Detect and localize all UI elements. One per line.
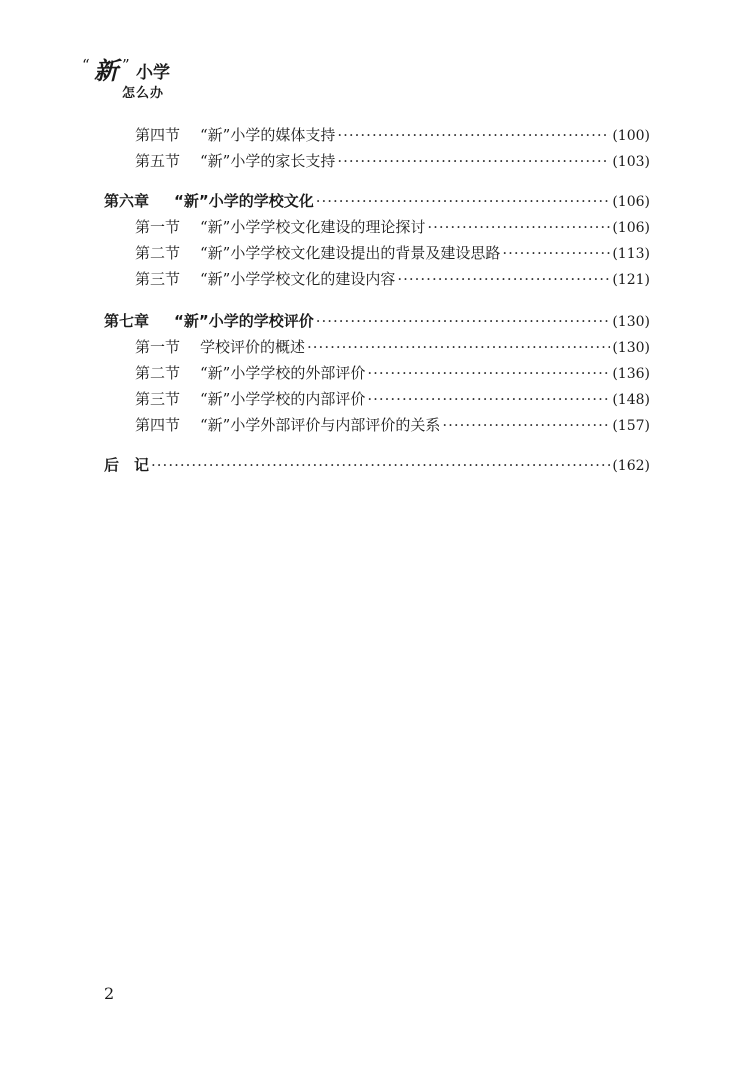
toc-leader-dots — [316, 188, 611, 214]
toc-afterword-page: (162) — [612, 458, 650, 474]
toc-chapter-title: “新”小学的学校评价 — [174, 312, 314, 330]
header-quote-open: “ — [82, 56, 90, 74]
toc-afterword[interactable] — [104, 452, 650, 478]
toc-entry-page: (157) — [612, 418, 650, 434]
toc-leader-dots — [367, 386, 610, 412]
toc-entry-page: (121) — [612, 272, 650, 288]
page-number: 2 — [104, 984, 115, 1003]
toc-leader-dots — [316, 308, 611, 334]
toc-entry-number: 第四节 — [135, 416, 181, 434]
toc-entry-title: “新”小学学校的外部评价 — [200, 364, 366, 382]
toc-entry-page: (103) — [612, 154, 650, 170]
toc-leader-dots — [397, 266, 610, 292]
toc-leader-dots — [151, 452, 610, 478]
toc-entry[interactable] — [104, 122, 650, 148]
toc-entry[interactable] — [104, 386, 650, 412]
toc-entry[interactable] — [104, 266, 650, 292]
toc-leader-dots — [337, 148, 610, 174]
toc-chapter-number: 第七章 — [104, 312, 150, 330]
toc-entry[interactable] — [104, 412, 650, 438]
toc-entry-number: 第三节 — [135, 390, 181, 408]
toc-entry-page: (148) — [612, 392, 650, 408]
toc-leader-dots — [502, 240, 610, 266]
toc-entry[interactable] — [104, 334, 650, 360]
toc-entry-number: 第三节 — [135, 270, 181, 288]
toc-entry-number: 第一节 — [135, 218, 181, 236]
toc-entry-title: “新”小学学校文化的建设内容 — [200, 270, 396, 288]
toc-entry-title: 学校评价的概述 — [200, 338, 306, 356]
toc-entry-page: (106) — [612, 220, 650, 236]
toc-entry[interactable] — [104, 214, 650, 240]
toc-chapter-page: (106) — [612, 194, 650, 210]
toc-chapter-page: (130) — [612, 314, 650, 330]
header-xin: 新 — [94, 56, 118, 85]
toc-entry-page: (136) — [612, 366, 650, 382]
toc-entry-number: 第四节 — [135, 126, 181, 144]
toc-entry-number: 第二节 — [135, 364, 181, 382]
toc-entry-title: “新”小学学校的内部评价 — [200, 390, 366, 408]
toc-chapter[interactable] — [104, 188, 650, 214]
toc-entry-title: “新”小学的家长支持 — [200, 152, 336, 170]
toc-leader-dots — [442, 412, 610, 438]
toc-entry-title: “新”小学学校文化建设的理论探讨 — [200, 218, 426, 236]
book-header-logo — [78, 56, 218, 106]
toc-afterword-title: 后 记 — [104, 456, 150, 474]
header-zenmeban: 怎么办 — [122, 86, 165, 101]
toc-entry[interactable] — [104, 360, 650, 386]
toc-leader-dots — [367, 360, 610, 386]
header-quote-close: ” — [122, 56, 130, 74]
toc-leader-dots — [307, 334, 610, 360]
header-xiaoxue: 小学 — [136, 63, 170, 83]
toc-chapter-number: 第六章 — [104, 192, 150, 210]
toc-entry-number: 第二节 — [135, 244, 181, 262]
toc-entry-number: 第五节 — [135, 152, 181, 170]
toc-entry-page: (113) — [612, 246, 650, 262]
toc-leader-dots — [337, 122, 610, 148]
toc-entry-page: (130) — [612, 340, 650, 356]
toc-entry[interactable] — [104, 148, 650, 174]
toc-chapter-title: “新”小学的学校文化 — [174, 192, 314, 210]
toc-entry-page: (100) — [612, 128, 650, 144]
toc-entry-title: “新”小学学校文化建设提出的背景及建设思路 — [200, 244, 501, 262]
toc-leader-dots — [427, 214, 610, 240]
toc-chapter[interactable] — [104, 308, 650, 334]
toc-entry-number: 第一节 — [135, 338, 181, 356]
toc-entry-title: “新”小学的媒体支持 — [200, 126, 336, 144]
toc-entry[interactable] — [104, 240, 650, 266]
toc-entry-title: “新”小学外部评价与内部评价的关系 — [200, 416, 441, 434]
